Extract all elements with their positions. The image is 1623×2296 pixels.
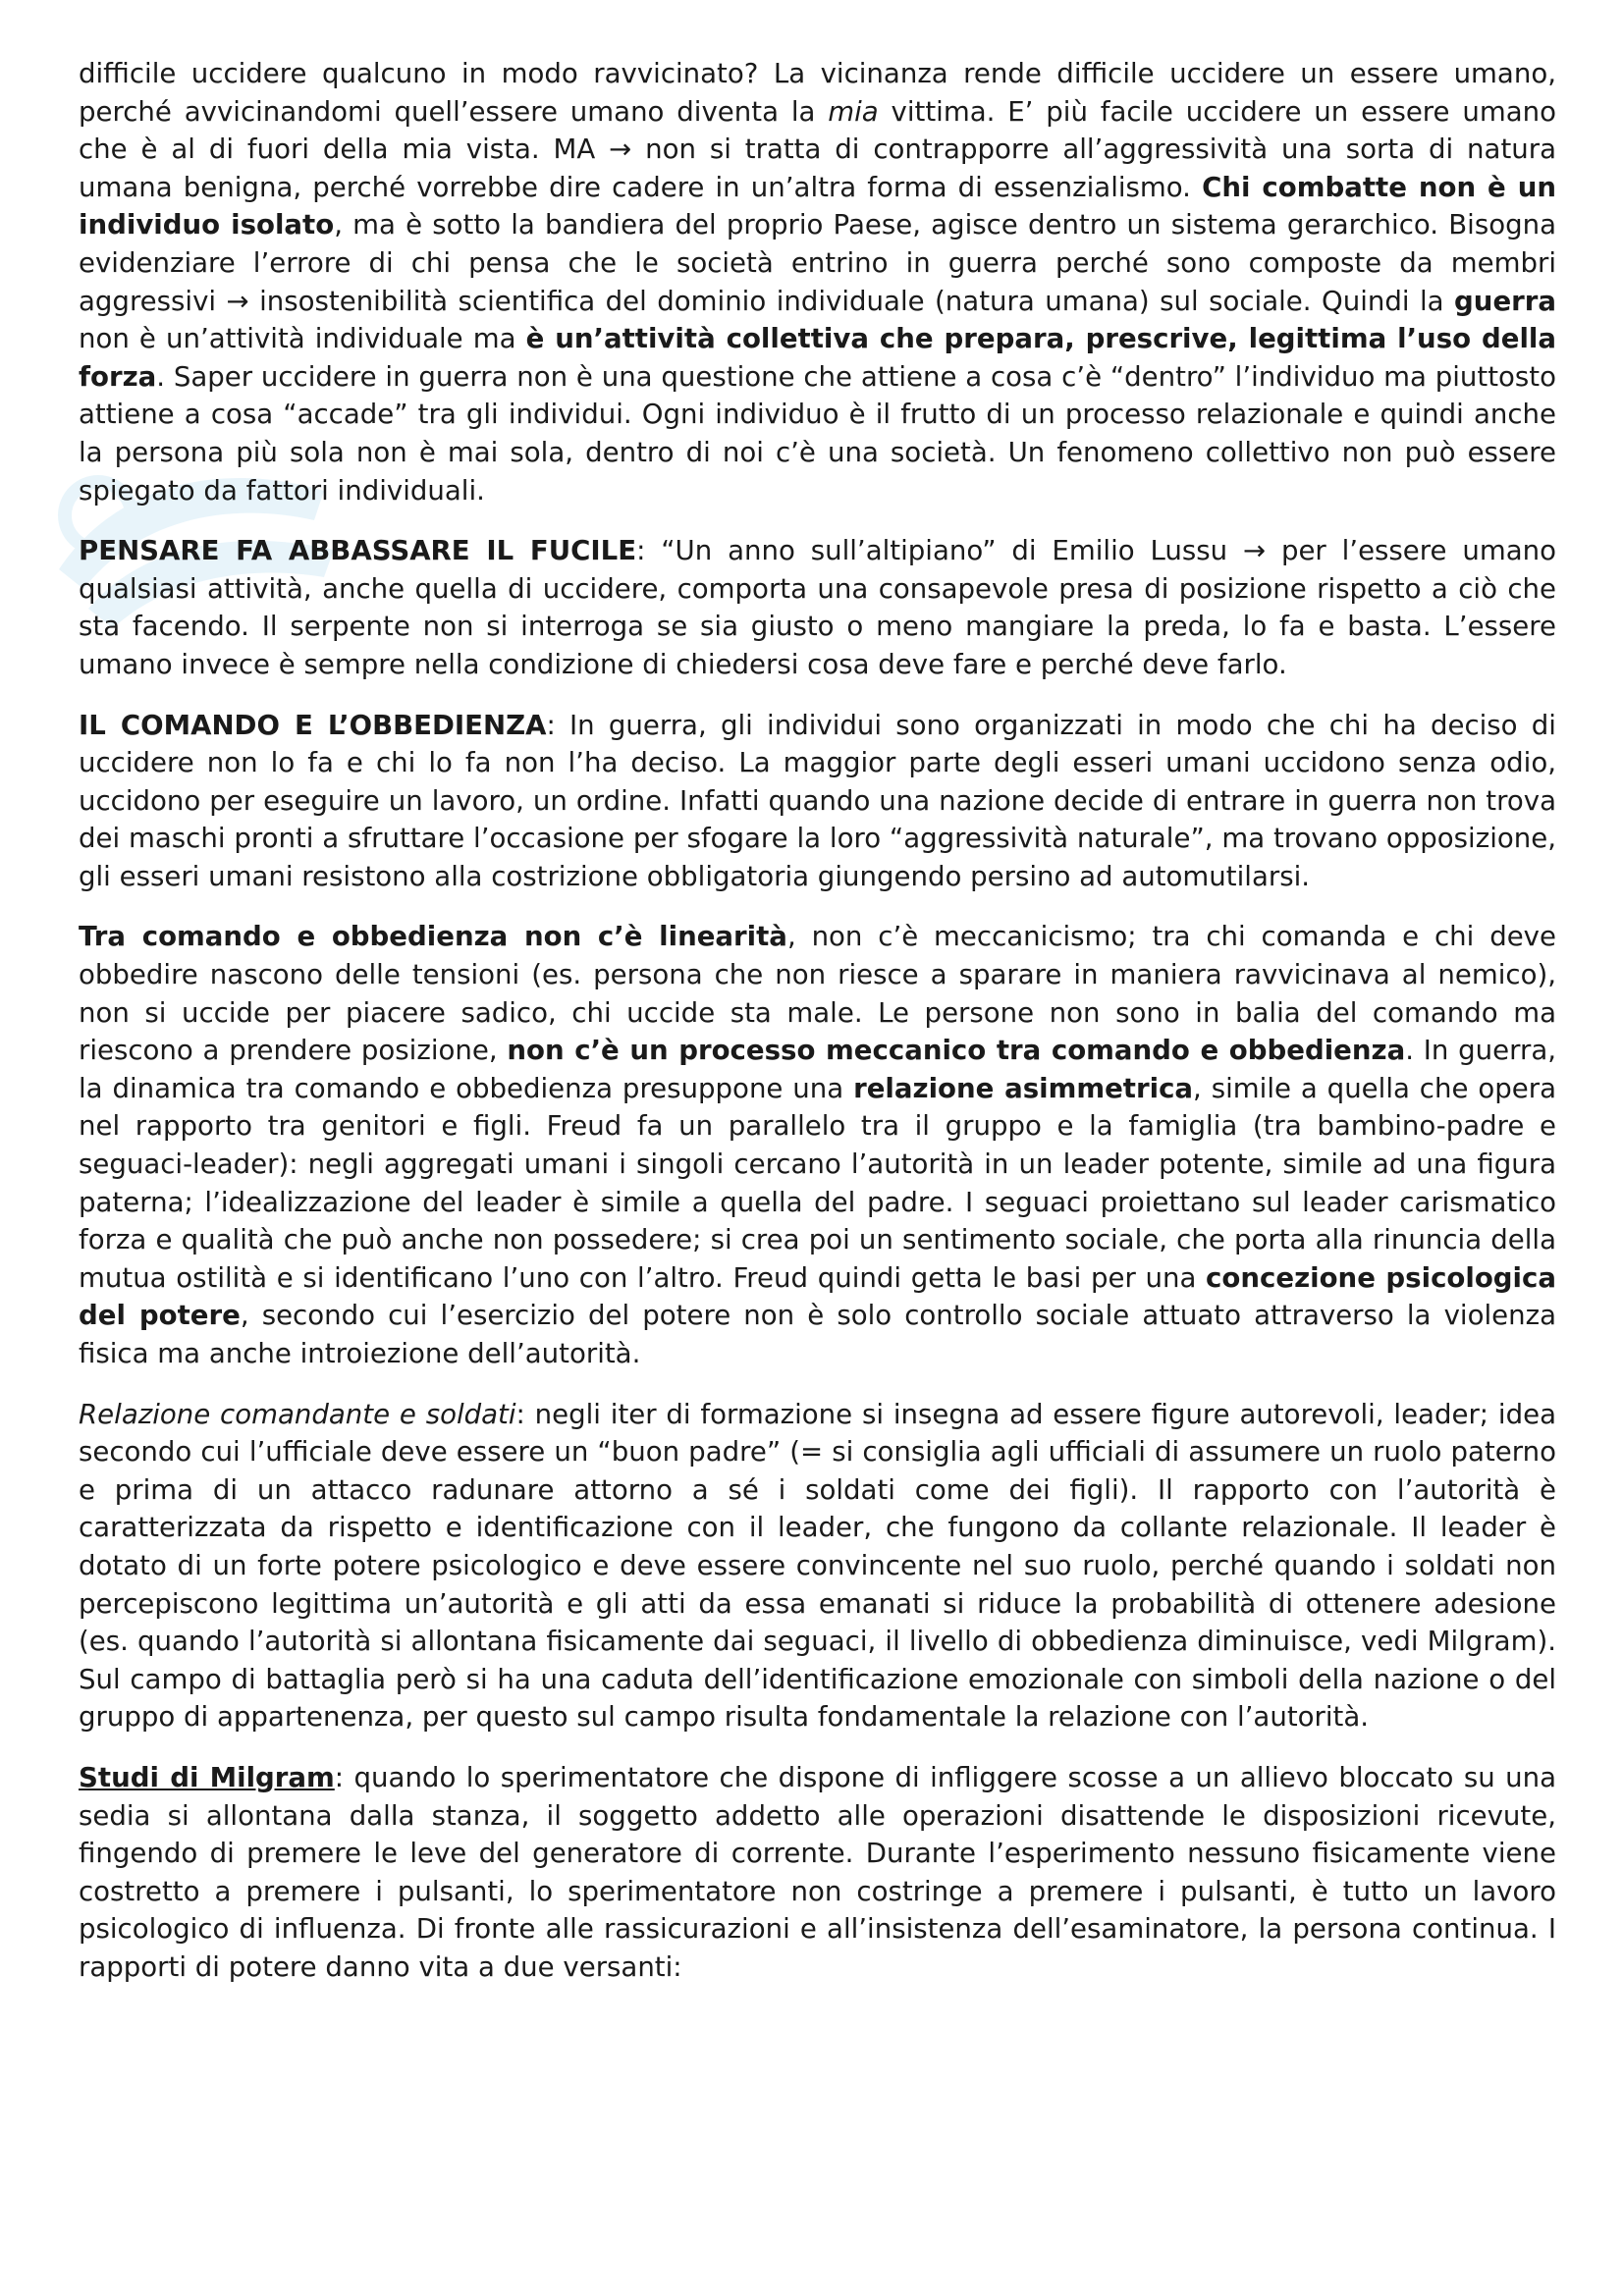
paragraph-pensare: PENSARE FA ABBASSARE IL FUCILE: “Un anno sull’altipiano” di Emilio Lussu → per l’essere umano qualsiasi attività, anche quella di uccidere, comporta una consapevole presa di posizione rispetto a ciò che sta facendo. Il serpente non si interroga se sia giusto o meno mangiare la preda, lo fa e basta. L’essere umano invece è sempre nella condizione di chiedersi cosa deve fare e perché deve farlo. <box>79 534 1557 680</box>
bold-tra-comando-e-obbedienza: Tra comando e obbedienza non c’è linearità <box>79 920 787 953</box>
heading-pensare-fa-abbassare-il-fucile: PENSARE FA ABBASSARE IL FUCILE <box>79 534 637 567</box>
bold-concezione-psicologica: concezione psicologica del potere <box>79 1260 1556 1332</box>
paragraph-war-collective: difficile uccidere qualcuno in modo ravvicinato? La vicinanza rende difficile uccidere un essere umano, perché avvicinandomi quell’essere umano diventa la mia vittima. E’ più facile uccidere un essere umano che è al di fuori della mia vista. MA → non si tratta di contrapporre all’aggressività una sorta di natura umana benigna, perché vorrebbe dire cadere in un’altra forma di essenzialismo. Chi combatte non è un individuo isolato, ma è sotto la bandiera del proprio Paese, agisce dentro un sistema gerarchico. Bisogna evidenziare l’errore di chi pensa che le società entrino in guerra perché sono composte da membri aggressivi → insostenibilità scientifica del dominio individuale (natura umana) sul sociale. Quindi la guerra non è un’attività individuale ma è un’attività collettiva che prepara, prescrive, legittima l’uso della forza. Saper uccidere in guerra non è una questione che attiene a cosa c’è “dentro” l’individuo ma piuttosto attiene a cosa “accade” tra gli individui. Ogni individuo è il frutto di un processo relazionale e quindi anche la persona più sola non è mai sola, dentro di noi c’è una società. Un fenomeno collettivo non può essere spiegato da fattori individuali. <box>79 57 1557 507</box>
heading-il-comando-e-l-obbedienza: IL COMANDO E L’OBBEDIENZA <box>79 708 547 741</box>
paragraph-comando-obbedienza: IL COMANDO E L’OBBEDIENZA: In guerra, gli individui sono organizzati in modo che chi ha deciso di uccidere non lo fa e chi lo fa non l’ha deciso. La maggior parte degli esseri umani uccidono senza odio, uccidono per eseguire un lavoro, un ordine. Infatti quando una nazione decide di entrare in guerra non trova dei maschi pronti a sfruttare l’occasione per sfogare la loro “aggressività naturale”, ma trovano opposizione, gli esseri umani resistono alla costrizione obbligatoria giungendo persino ad automutilarsi. <box>79 708 1556 892</box>
paragraph-milgram: Studi di Milgram: quando lo sperimentatore che dispone di infliggere scosse a un allievo bloccato su una sedia si allontana dalla stanza, il soggetto addetto alle operazioni disattende le disposizioni ricevute, fingendo di premere le leve del generatore di corrente. Durante l’esperimento nessuno fisicamente viene costretto a premere i pulsanti, lo sperimentatore non costringe a premere i pulsanti, è tutto un lavoro psicologico di influenza. Di fronte alle rassicurazioni e all’insistenza dell’esaminatore, la persona continua. I rapporti di potere danno vita a due versanti: <box>79 1760 1557 1983</box>
paragraph-linearita: Tra comando e obbedienza non c’è linearità, non c’è meccanicismo; tra chi comanda e chi deve obbedire nascono delle tensioni (es. persona che non riesce a sparare in maniera ravvicinava al nemico), non si uccide per piacere sadico, chi uccide sta male. Le persone non sono in balia del comando ma riescono a prendere posizione, non c’è un processo meccanico tra comando e obbedienza. In guerra, la dinamica tra comando e obbedienza presuppone una relazione asimmetrica, simile a quella che opera nel rapporto tra genitori e figli. Freud fa un parallelo tra il gruppo e la famiglia (tra bambino-padre e seguaci-leader): negli aggregati umani i singoli cercano l’autorità in un leader potente, simile ad una figura paterna; l’idealizzazione del leader è simile a quella del padre. I seguaci proiettano sul leader carismatico forza e qualità che può anche non possedere; si crea poi un sentimento sociale, che porta alla rinuncia della mutua ostilità e si identificano l’uno con l’altro. Freud quindi getta le basi per una concezione psicologica del potere, secondo cui l’esercizio del potere non è solo controllo sociale attuato attraverso la violenza fisica ma anche introiezione dell’autorità. <box>79 920 1556 1369</box>
bold-chi-combatte: Chi combatte non è un individuo isolato <box>79 170 1557 241</box>
document-body <box>79 55 1556 1987</box>
bold-relazione-asimmetrica: relazione asimmetrica <box>853 1071 1194 1104</box>
emphasis-mia: mia <box>828 94 879 128</box>
bold-processo-meccanico: non c’è un processo meccanico tra comando e obbedienza <box>507 1034 1406 1067</box>
bold-guerra: guerra <box>1454 284 1556 317</box>
italic-relazione-comandante-soldati: Relazione comandante e soldati <box>79 1397 516 1430</box>
heading-studi-di-milgram: Studi di Milgram <box>79 1760 335 1793</box>
bold-attivita-collettiva: è un’attività collettiva che prepara, prescrive, legittima l’uso della forza <box>79 322 1556 393</box>
paragraph-comandante-soldati: Relazione comandante e soldati: negli iter di formazione si insegna ad essere figure autorevoli, leader; idea secondo cui l’ufficiale deve essere un “buon padre” (= si consiglia agli ufficiali di assumere un ruolo paterno e prima di un attacco radunare attorno a sé i soldati come dei figli). Il rapporto con l’autorità è caratterizzata da rispetto e identificazione con il leader, che fungono da collante relazionale. Il leader è dotato di un forte potere psicologico e deve essere convincente nel suo ruolo, perché quando i soldati non percepiscono legittima un’autorità e gli atti da essa emanati si riduce la probabilità di ottenere adesione (es. quando l’autorità si allontana fisicamente dai seguaci, il livello di obbedienza diminuisce, vedi Milgram). Sul campo di battaglia però si ha una caduta dell’identificazione emozionale con simboli della nazione o del gruppo di appartenenza, per questo sul campo risulta fondamentale la relazione con l’autorità. <box>79 1397 1556 1734</box>
